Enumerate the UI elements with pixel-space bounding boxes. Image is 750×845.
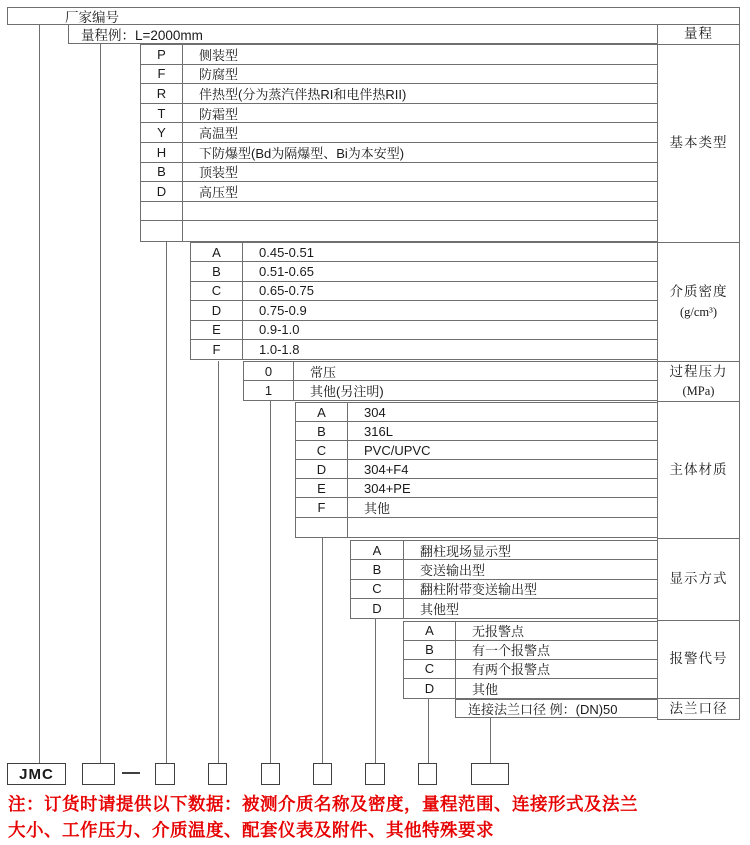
connector-line-alarm — [428, 699, 429, 764]
table-row — [351, 560, 657, 579]
description-cell: 高温型 — [199, 126, 239, 142]
description-cell: 0.51-0.65 — [259, 264, 314, 280]
category-label-range: 量程 — [658, 25, 739, 45]
description-cell: 常压 — [310, 364, 337, 380]
code-cell: D — [351, 599, 404, 618]
code-cell: T — [141, 104, 183, 123]
description-cell: 0.45-0.51 — [259, 244, 314, 260]
description-cell: 有两个报警点 — [472, 662, 551, 678]
category-label-medium-density: 介质密度 (g/cm³) — [658, 243, 739, 362]
code-cell: C — [191, 282, 243, 300]
table-row — [296, 498, 657, 517]
code-cell: C — [404, 660, 456, 678]
description-cell: 其他型 — [420, 602, 460, 618]
code-cell: F — [191, 340, 243, 359]
code-cell: F — [141, 65, 183, 84]
description-cell: 304 — [364, 404, 386, 420]
description-cell: 翻柱附带变送输出型 — [420, 582, 538, 598]
table-row — [296, 518, 657, 537]
pressure-code-box — [261, 763, 280, 785]
model-prefix-box: JMC — [7, 763, 66, 785]
code-cell — [141, 202, 183, 221]
connector-line-pressure — [270, 401, 271, 764]
material-code-box — [313, 763, 332, 785]
ordering-note — [8, 791, 746, 843]
flange-size-text: 连接法兰口径 例：(DN)50 — [468, 701, 618, 717]
description-cell — [348, 518, 657, 537]
table-row — [141, 84, 657, 104]
manufacturer-id-row — [7, 7, 740, 25]
description-cell: 下防爆型(Bd为隔爆型、Bi为本安型) — [199, 145, 405, 161]
description-cell: 1.0-1.8 — [259, 342, 300, 358]
code-cell: P — [141, 45, 183, 64]
table-row — [191, 262, 657, 281]
connector-line-manufacturer — [39, 24, 40, 763]
code-cell: H — [141, 143, 183, 162]
range-code-box — [82, 763, 115, 785]
manufacturer-id-label: 厂家编号 — [65, 9, 119, 25]
code-cell: Y — [141, 123, 183, 142]
connector-line-flange — [490, 718, 491, 763]
code-cell: B — [351, 560, 404, 578]
code-cell: D — [191, 301, 243, 319]
code-cell: A — [404, 622, 456, 640]
flange-code-box — [471, 763, 509, 785]
table-row — [296, 441, 657, 460]
description-cell: 侧装型 — [199, 47, 239, 63]
code-cell: D — [296, 460, 348, 478]
description-cell: 无报警点 — [472, 624, 525, 640]
display-mode-table — [350, 540, 658, 619]
body-material-table — [295, 402, 658, 538]
code-cell: A — [191, 243, 243, 261]
code-cell: B — [296, 422, 348, 440]
code-cell: B — [404, 641, 456, 659]
table-row — [141, 182, 657, 202]
density-unit-label: (g/cm³) — [679, 304, 718, 319]
medium-density-table — [190, 242, 658, 360]
table-row — [404, 679, 657, 698]
code-cell: D — [141, 182, 183, 201]
description-cell: 其他 — [364, 501, 391, 517]
category-label-process-pressure: 过程压力 (MPa) — [658, 362, 739, 402]
table-row — [404, 660, 657, 679]
table-row — [191, 321, 657, 340]
code-cell: E — [296, 479, 348, 497]
table-row — [296, 422, 657, 441]
category-column — [657, 24, 740, 720]
table-row — [141, 163, 657, 183]
description-cell: PVC/UPVC — [364, 442, 431, 458]
table-row — [141, 65, 657, 85]
table-row — [404, 641, 657, 660]
ordering-note-line-1: 注：订货时请提供以下数据：被测介质名称及密度，量程范围、连接形式及法兰 — [8, 794, 638, 814]
code-cell: A — [296, 403, 348, 421]
description-cell: 变送输出型 — [420, 562, 486, 578]
table-row — [141, 143, 657, 163]
table-row — [191, 243, 657, 262]
description-cell: 其他(另注明) — [310, 384, 384, 399]
table-row — [404, 622, 657, 641]
description-cell: 翻柱现场显示型 — [420, 543, 512, 559]
description-cell: 防腐型 — [199, 67, 239, 83]
table-row — [141, 221, 657, 241]
code-cell — [296, 518, 348, 537]
table-row — [296, 403, 657, 422]
range-example-row — [68, 24, 658, 44]
code-cell: 0 — [244, 362, 294, 380]
table-row — [244, 381, 657, 400]
table-row — [191, 301, 657, 320]
connector-line-range — [100, 44, 101, 764]
code-cell: E — [191, 321, 243, 339]
category-label-display-mode: 显示方式 — [658, 539, 739, 621]
description-cell: 其他 — [472, 681, 499, 697]
display-code-box — [365, 763, 385, 785]
description-cell: 有一个报警点 — [472, 643, 551, 659]
table-row — [351, 541, 657, 560]
code-cell: A — [351, 541, 404, 559]
category-label-basic-type: 基本类型 — [658, 45, 739, 244]
description-cell: 伴热型(分为蒸汽伴热RI和电伴热RII) — [199, 86, 407, 102]
code-cell: B — [191, 262, 243, 280]
table-row — [296, 460, 657, 479]
connector-line-material — [322, 538, 323, 763]
ordering-note-line-2: 大小、工作压力、介质温度、配套仪表及附件、其他特殊要求 — [8, 820, 494, 840]
description-cell: 顶装型 — [199, 165, 239, 181]
table-row — [296, 479, 657, 498]
flange-size-row — [455, 699, 658, 719]
table-row — [351, 580, 657, 599]
description-cell: 316L — [364, 423, 393, 439]
table-row — [141, 123, 657, 143]
code-cell: 1 — [244, 381, 294, 400]
description-cell: 高压型 — [199, 184, 239, 200]
table-row — [351, 599, 657, 618]
description-cell: 0.75-0.9 — [259, 302, 307, 318]
process-pressure-table — [243, 361, 658, 401]
category-label-flange-size: 法兰口径 — [669, 700, 728, 716]
description-cell: 0.9-1.0 — [259, 322, 300, 338]
description-cell: 0.65-0.75 — [259, 283, 314, 299]
category-label-alarm-code: 报警代号 — [658, 621, 739, 700]
table-row — [141, 104, 657, 124]
range-example-label: 量程例：L=2000mm — [81, 27, 203, 43]
alarm-code-table — [403, 621, 658, 699]
pressure-unit-label: (MPa) — [682, 383, 715, 398]
connector-line-display — [375, 619, 376, 763]
connector-line-basic-type — [166, 242, 167, 763]
table-row — [244, 362, 657, 381]
code-cell: C — [296, 441, 348, 459]
description-cell — [183, 202, 657, 221]
description-cell: 304+PE — [364, 480, 411, 496]
basic-type-code-box — [155, 763, 175, 785]
alarm-code-box — [418, 763, 437, 785]
dash-separator — [122, 772, 140, 774]
density-code-box — [208, 763, 227, 785]
code-cell — [141, 221, 183, 241]
category-label-body-material: 主体材质 — [658, 402, 739, 540]
code-cell: R — [141, 84, 183, 103]
table-row — [141, 202, 657, 222]
description-cell: 304+F4 — [364, 461, 409, 477]
description-cell — [183, 221, 657, 241]
code-cell: C — [351, 580, 404, 598]
table-row — [191, 340, 657, 359]
connector-line-density — [218, 361, 219, 764]
description-cell: 防霜型 — [199, 106, 239, 122]
code-cell: B — [141, 163, 183, 182]
basic-type-table — [140, 44, 658, 242]
code-cell: D — [404, 679, 456, 698]
code-cell: F — [296, 498, 348, 516]
table-row — [141, 45, 657, 65]
table-row — [191, 282, 657, 301]
